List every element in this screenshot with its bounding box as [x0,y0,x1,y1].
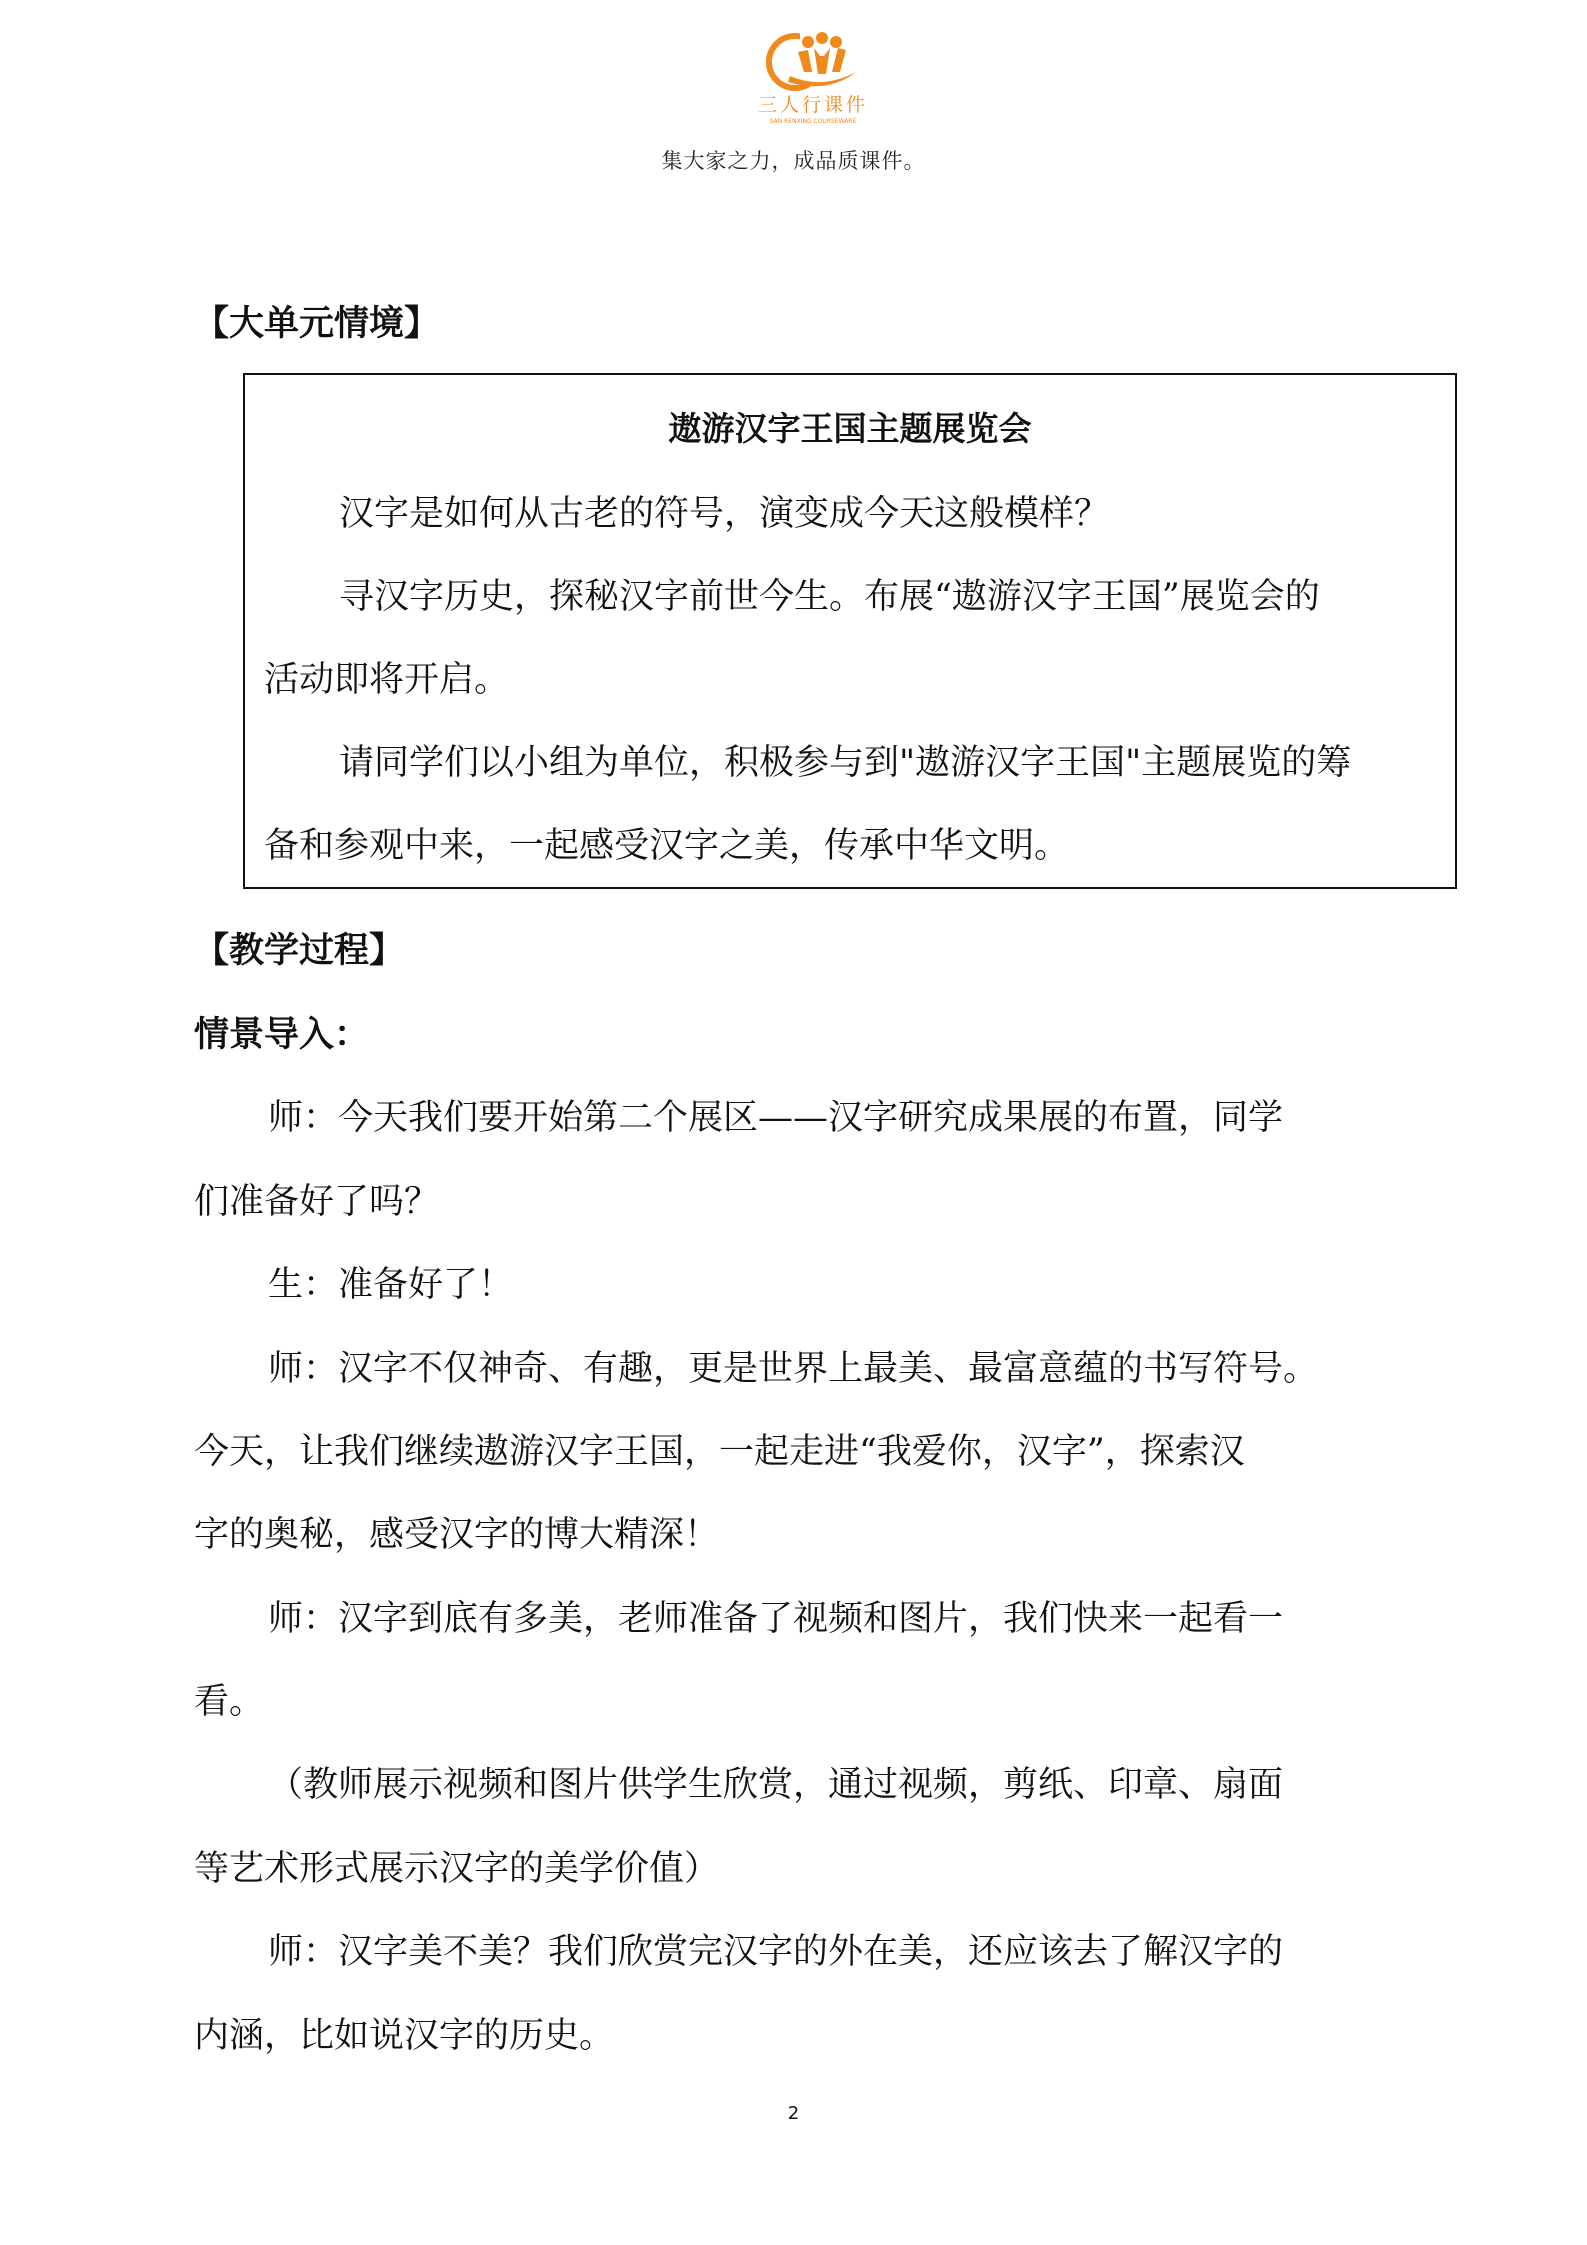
box-line-1: 汉字是如何从古老的符号，演变成今天这般模样？ [339,494,1110,534]
body-line-1: 师：今天我们要开始第二个展区——汉字研究成果展的布置，同学 [268,1098,1284,1138]
body-line-12: 内涵，比如说汉字的历史。 [194,2016,615,2056]
box-line-3: 活动即将开启。 [264,660,510,700]
body-line-6: 字的奥秘，感受汉字的博大精深！ [194,1515,720,1555]
context-box [243,373,1457,889]
body-line-11: 师：汉字美不美？我们欣赏完汉字的外在美，还应该去了解汉字的 [268,1932,1284,1972]
header-tagline: 集大家之力，成品质课件。 [661,149,926,173]
body-line-9: （教师展示视频和图片供学生欣赏，通过视频，剪纸、印章、扇面 [268,1765,1284,1805]
body-line-2: 们准备好了吗？ [194,1182,440,1222]
heading-unit-context: 【大单元情境】 [194,303,440,344]
body-line-8: 看。 [194,1682,265,1722]
logo-text: 三人行课件 [757,94,869,116]
body-line-7: 师：汉字到底有多美，老师准备了视频和图片，我们快来一起看一 [268,1599,1284,1639]
body-line-3: 生：准备好了！ [268,1265,514,1305]
box-line-5: 备和参观中来，一起感受汉字之美，传承中华文明。 [264,826,1070,866]
body-line-4: 师：汉字不仅神奇、有趣，更是世界上最美、最富意蕴的书写符号。 [268,1349,1319,1389]
logo-subtext: SAN RENXING COURSEWARE [769,118,857,125]
heading-teaching-process: 【教学过程】 [194,930,405,971]
box-line-2: 寻汉字历史，探秘汉字前世今生。布展“遨游汉字王国”展览会的 [339,577,1320,617]
heading-scene-intro: 情景导入： [194,1014,370,1055]
page-number: 2 [787,2103,800,2124]
sanrenxing-logo [738,28,888,128]
box-line-4: 请同学们以小组为单位，积极参与到"遨游汉字王国"主题展览的筹 [339,743,1352,783]
body-line-10: 等艺术形式展示汉字的美学价值） [194,1849,720,1889]
box-title: 遨游汉字王国主题展览会 [668,409,1032,448]
body-line-5: 今天，让我们继续遨游汉字王国，一起走进“我爱你，汉字”，探索汉 [194,1432,1245,1472]
